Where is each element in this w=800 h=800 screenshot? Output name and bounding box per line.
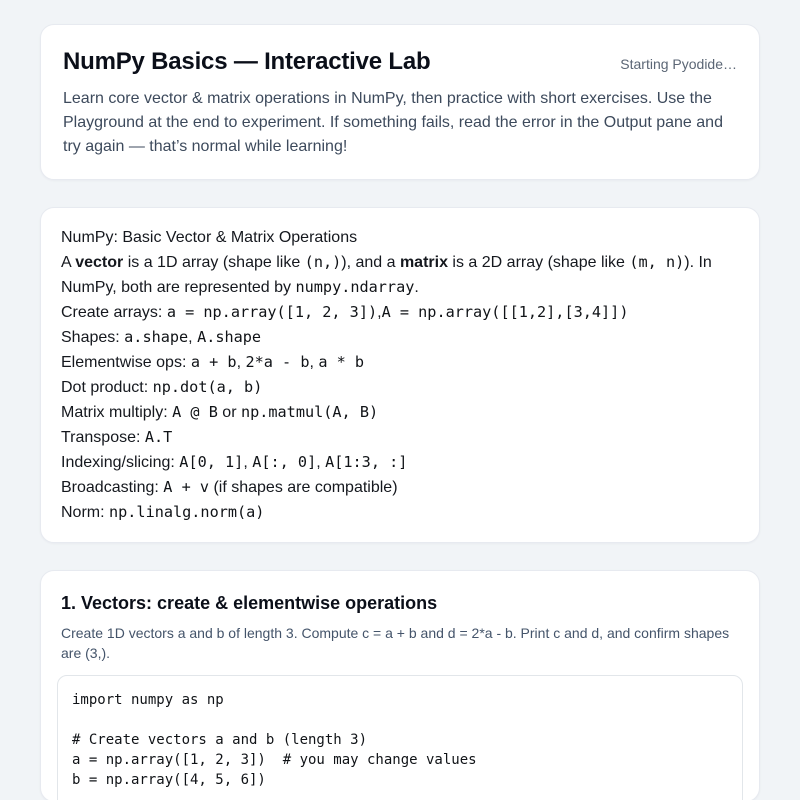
header-card [40,24,760,180]
header-description: Learn core vector & matrix operations in NumPy, then practice with short exercises. Use the Playground at the end to experiment. If something fails, read the error in the Output pane and try again — that’s normal while learning! [63,90,723,155]
reference-line-matmul: Matrix multiply: A @ B or np.matmul(A, B) [61,403,379,421]
reference-line-shapes: Shapes: a.shape, A.shape [61,328,262,346]
reference-line-broadcasting: Broadcasting: A + v (if shapes are compatible) [61,478,398,496]
header-row [63,47,737,77]
pyodide-status: Starting Pyodide… [620,56,737,72]
exercise-1-title: 1. Vectors: create & elementwise operations [61,593,438,613]
reference-line-elementwise: Elementwise ops: a + b, 2*a - b, a * b [61,353,365,371]
reference-line-create: Create arrays: a = np.array([1, 2, 3]),A = np.array([[1,2],[3,4]]) [61,303,629,321]
reference-card [40,207,760,543]
reference-line-dot: Dot product: np.dot(a, b) [61,378,263,396]
page-container [40,24,760,800]
reference-line-transpose: Transpose: A.T [61,428,173,446]
reference-line-title: NumPy: Basic Vector & Matrix Operations [61,229,358,246]
reference-line-indexing: Indexing/slicing: A[0, 1], A[:, 0], A[1:3, :] [61,453,408,471]
exercise-1-description: Create 1D vectors a and b of length 3. Compute c = a + b and d = 2*a - b. Print c and d, and confirm shapes are (3,). [61,625,730,661]
reference-line-definitions: A vector is a 1D array (shape like (n,)), and a matrix is a 2D array (shape like (m, n)). In NumPy, both are represented by numpy.ndarray. [61,253,712,296]
page-title: NumPy Basics — Interactive Lab [63,48,431,75]
exercise-1-code-editor[interactable] [57,675,743,800]
reference-line-norm: Norm: np.linalg.norm(a) [61,503,265,521]
exercise-1-card [40,570,760,800]
